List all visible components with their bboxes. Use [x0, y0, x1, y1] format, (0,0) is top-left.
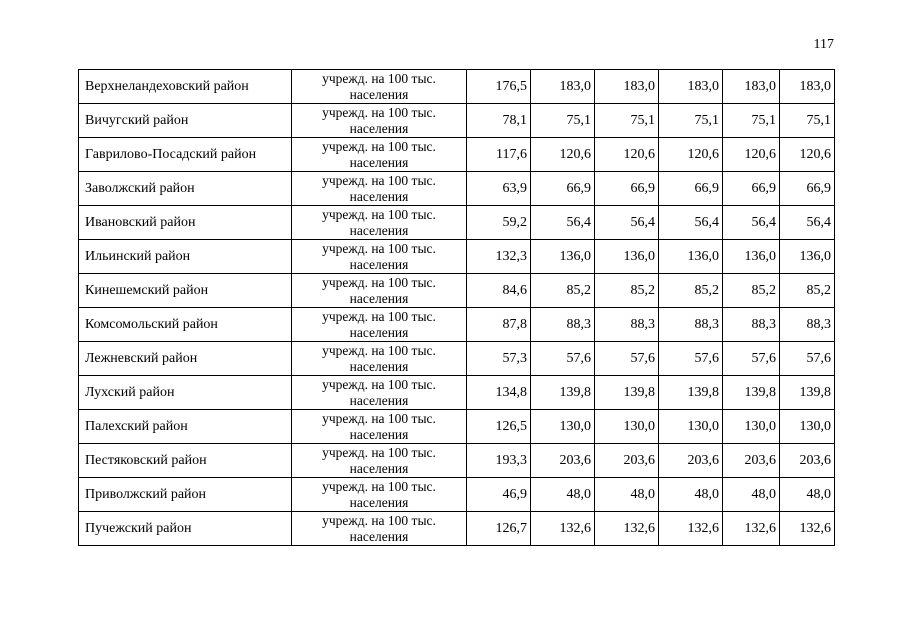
value-cell: 59,2	[467, 206, 531, 240]
table-row	[79, 206, 835, 240]
unit-line-2: населения	[349, 222, 409, 238]
unit-line-2: населения	[349, 290, 409, 306]
district-name-cell: Пестяковский район	[79, 444, 292, 478]
district-name-cell: Заволжский район	[79, 172, 292, 206]
unit-line-2: населения	[349, 392, 409, 408]
value-cell: 130,0	[595, 410, 659, 444]
unit-line-1: учрежд. на 100 тыс.	[322, 70, 436, 86]
value-cell: 56,4	[780, 206, 835, 240]
value-cell: 48,0	[723, 478, 780, 512]
value-cell: 57,6	[780, 342, 835, 376]
unit-cell	[292, 512, 467, 546]
value-cell: 136,0	[659, 240, 723, 274]
value-cell: 120,6	[723, 138, 780, 172]
district-name-cell: Ивановский район	[79, 206, 292, 240]
value-cell: 56,4	[531, 206, 595, 240]
unit-cell	[292, 104, 467, 138]
unit-cell	[292, 240, 467, 274]
value-cell: 136,0	[531, 240, 595, 274]
value-cell: 117,6	[467, 138, 531, 172]
table-row	[79, 274, 835, 308]
value-cell: 126,7	[467, 512, 531, 546]
unit-cell	[292, 138, 467, 172]
value-cell: 48,0	[531, 478, 595, 512]
value-cell: 136,0	[723, 240, 780, 274]
unit-line-1: учрежд. на 100 тыс.	[322, 444, 436, 460]
unit-line-1: учрежд. на 100 тыс.	[322, 308, 436, 324]
unit-line-1: учрежд. на 100 тыс.	[322, 274, 436, 290]
table-row	[79, 376, 835, 410]
table-row	[79, 410, 835, 444]
value-cell: 120,6	[659, 138, 723, 172]
value-cell: 57,6	[723, 342, 780, 376]
value-cell: 183,0	[595, 70, 659, 104]
unit-cell	[292, 410, 467, 444]
unit-line-1: учрежд. на 100 тыс.	[322, 104, 436, 120]
value-cell: 66,9	[595, 172, 659, 206]
unit-line-1: учрежд. на 100 тыс.	[322, 206, 436, 222]
value-cell: 120,6	[595, 138, 659, 172]
table-row	[79, 104, 835, 138]
unit-cell	[292, 172, 467, 206]
table-row	[79, 240, 835, 274]
value-cell: 203,6	[595, 444, 659, 478]
value-cell: 48,0	[595, 478, 659, 512]
value-cell: 139,8	[659, 376, 723, 410]
unit-line-1: учрежд. на 100 тыс.	[322, 512, 436, 528]
value-cell: 75,1	[595, 104, 659, 138]
value-cell: 87,8	[467, 308, 531, 342]
value-cell: 75,1	[723, 104, 780, 138]
unit-cell	[292, 274, 467, 308]
value-cell: 139,8	[531, 376, 595, 410]
unit-line-1: учрежд. на 100 тыс.	[322, 138, 436, 154]
unit-line-2: населения	[349, 256, 409, 272]
value-cell: 120,6	[531, 138, 595, 172]
value-cell: 88,3	[780, 308, 835, 342]
value-cell: 57,6	[595, 342, 659, 376]
table-row	[79, 512, 835, 546]
district-name-cell: Гаврилово-Посадский район	[79, 138, 292, 172]
value-cell: 75,1	[659, 104, 723, 138]
unit-line-1: учрежд. на 100 тыс.	[322, 376, 436, 392]
district-name-cell: Лухский район	[79, 376, 292, 410]
value-cell: 88,3	[659, 308, 723, 342]
unit-line-1: учрежд. на 100 тыс.	[322, 410, 436, 426]
value-cell: 66,9	[780, 172, 835, 206]
unit-line-2: населения	[349, 154, 409, 170]
value-cell: 84,6	[467, 274, 531, 308]
value-cell: 183,0	[780, 70, 835, 104]
value-cell: 78,1	[467, 104, 531, 138]
unit-line-2: населения	[349, 528, 409, 544]
unit-line-2: населения	[349, 358, 409, 374]
value-cell: 56,4	[659, 206, 723, 240]
value-cell: 193,3	[467, 444, 531, 478]
unit-cell	[292, 206, 467, 240]
value-cell: 132,6	[780, 512, 835, 546]
unit-line-2: населения	[349, 460, 409, 476]
value-cell: 139,8	[595, 376, 659, 410]
value-cell: 132,6	[659, 512, 723, 546]
unit-cell	[292, 70, 467, 104]
value-cell: 132,6	[531, 512, 595, 546]
value-cell: 130,0	[780, 410, 835, 444]
unit-line-2: населения	[349, 188, 409, 204]
district-name-cell: Лежневский район	[79, 342, 292, 376]
value-cell: 176,5	[467, 70, 531, 104]
value-cell: 85,2	[595, 274, 659, 308]
value-cell: 66,9	[659, 172, 723, 206]
table-row	[79, 342, 835, 376]
value-cell: 57,6	[531, 342, 595, 376]
value-cell: 136,0	[780, 240, 835, 274]
district-name-cell: Палехский район	[79, 410, 292, 444]
value-cell: 139,8	[780, 376, 835, 410]
district-name-cell: Комсомольский район	[79, 308, 292, 342]
value-cell: 126,5	[467, 410, 531, 444]
value-cell: 56,4	[595, 206, 659, 240]
unit-line-2: населения	[349, 86, 409, 102]
district-name-cell: Пучежский район	[79, 512, 292, 546]
value-cell: 46,9	[467, 478, 531, 512]
table-row	[79, 70, 835, 104]
unit-cell	[292, 308, 467, 342]
value-cell: 85,2	[531, 274, 595, 308]
value-cell: 48,0	[780, 478, 835, 512]
value-cell: 132,6	[595, 512, 659, 546]
district-name-cell: Ильинский район	[79, 240, 292, 274]
value-cell: 85,2	[659, 274, 723, 308]
value-cell: 88,3	[595, 308, 659, 342]
unit-line-1: учрежд. на 100 тыс.	[322, 478, 436, 494]
unit-line-2: населения	[349, 120, 409, 136]
unit-line-2: населения	[349, 324, 409, 340]
value-cell: 75,1	[780, 104, 835, 138]
district-indicator-table	[78, 69, 835, 546]
unit-cell	[292, 444, 467, 478]
unit-line-1: учрежд. на 100 тыс.	[322, 240, 436, 256]
value-cell: 132,6	[723, 512, 780, 546]
value-cell: 134,8	[467, 376, 531, 410]
value-cell: 66,9	[723, 172, 780, 206]
value-cell: 57,6	[659, 342, 723, 376]
unit-cell	[292, 376, 467, 410]
value-cell: 203,6	[780, 444, 835, 478]
unit-line-1: учрежд. на 100 тыс.	[322, 172, 436, 188]
unit-line-1: учрежд. на 100 тыс.	[322, 342, 436, 358]
district-name-cell: Верхнеландеховский район	[79, 70, 292, 104]
table-body	[79, 70, 835, 546]
value-cell: 203,6	[531, 444, 595, 478]
value-cell: 136,0	[595, 240, 659, 274]
value-cell: 120,6	[780, 138, 835, 172]
unit-line-2: населения	[349, 494, 409, 510]
value-cell: 88,3	[531, 308, 595, 342]
value-cell: 203,6	[723, 444, 780, 478]
value-cell: 130,0	[531, 410, 595, 444]
value-cell: 57,3	[467, 342, 531, 376]
page-number: 117	[813, 37, 834, 52]
table-row	[79, 478, 835, 512]
value-cell: 85,2	[780, 274, 835, 308]
value-cell: 183,0	[531, 70, 595, 104]
table-row	[79, 308, 835, 342]
value-cell: 203,6	[659, 444, 723, 478]
value-cell: 63,9	[467, 172, 531, 206]
table-row	[79, 172, 835, 206]
unit-cell	[292, 342, 467, 376]
district-name-cell: Кинешемский район	[79, 274, 292, 308]
value-cell: 130,0	[723, 410, 780, 444]
value-cell: 66,9	[531, 172, 595, 206]
district-name-cell: Вичугский район	[79, 104, 292, 138]
value-cell: 132,3	[467, 240, 531, 274]
value-cell: 139,8	[723, 376, 780, 410]
table-row	[79, 138, 835, 172]
value-cell: 183,0	[723, 70, 780, 104]
district-name-cell: Приволжский район	[79, 478, 292, 512]
value-cell: 48,0	[659, 478, 723, 512]
unit-line-2: населения	[349, 426, 409, 442]
unit-cell	[292, 478, 467, 512]
value-cell: 88,3	[723, 308, 780, 342]
value-cell: 130,0	[659, 410, 723, 444]
value-cell: 75,1	[531, 104, 595, 138]
value-cell: 56,4	[723, 206, 780, 240]
value-cell: 85,2	[723, 274, 780, 308]
value-cell: 183,0	[659, 70, 723, 104]
table-row	[79, 444, 835, 478]
